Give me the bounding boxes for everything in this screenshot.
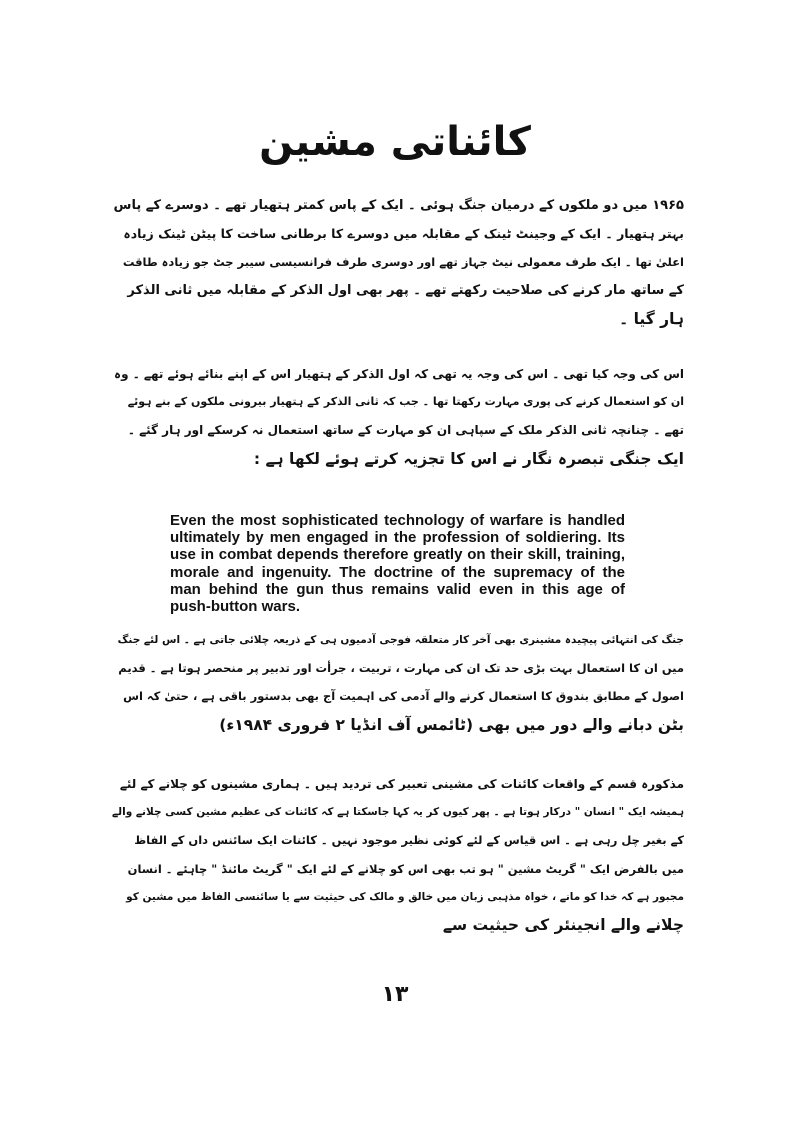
paragraph-line: ہمیشہ ایک " انسان " درکار ہوتا ہے ۔ پھر کیوں کر یہ کہا جاسکتا ہے کہ کائنات کی عظیم مشین کسی چلانے والے — [112, 806, 684, 819]
paragraph-line: اعلیٰ تھا ۔ ایک طرف معمولی نیٹ جہاز تھے اور دوسری طرف فرانسیسی سیبر جٹ جو زیادہ طاقت — [122, 255, 684, 270]
paragraph-line: میں ان کا استعمال بہت بڑی حد تک ان کی مہارت ، تربیت ، جرأت اور تدبیر پر منحصر ہوتا ہے ۔ قدیم — [118, 661, 684, 676]
paragraph-line: بٹن دبانے والے دور میں بھی (ٹائمس آف انڈیا ۲ فروری ۱۹۸۴ء) — [219, 715, 684, 734]
paragraph-line: جنگ کی انتہائی پیچیدہ مشینری بھی آخر کار متعلقہ فوجی آدمیوں ہی کے ذریعہ چلائی جاتی ہے ۔ اس لئے جنگ — [117, 634, 684, 646]
paragraph-line: ان کو استعمال کرنے کی پوری مہارت رکھتا تھا ۔ جب کہ ثانی الذکر کے ہتھیار بیرونی ملکوں کے بنے ہوئے — [127, 395, 684, 409]
paragraph-line: مجبور ہے کہ خدا کو مانے ، خواہ مذہبی زبان میں خالق و مالک کی حیثیت سے یا سائنسی الفاظ میں مشین کو — [126, 890, 684, 903]
paragraph-line: تھے ۔ چنانچہ ثانی الذکر ملک کے سپاہی ان کو مہارت کے ساتھ استعمال نہ کرسکے اور ہار گئے ۔ — [127, 423, 684, 438]
paragraph-line: اس کی وجہ کیا تھی ۔ اس کی وجہ یہ تھی کہ اول الذکر کے ہتھیار اس کے اپنے بنائے ہوئے تھے ۔ وہ — [114, 367, 684, 381]
paragraph-line: ہار گیا ۔ — [619, 309, 684, 328]
page-number: ۱۳ — [381, 982, 409, 1007]
paragraph-line: اصول کے مطابق بندوق کا استعمال کرنے والے آدمی کی اہمیت آج بھی بدستور باقی ہے ، حتیٰ کہ اس — [123, 689, 684, 704]
paragraph-1 — [112, 192, 684, 333]
paragraph-line: مذکورہ قسم کے واقعات کائنات کی مشینی تعبیر کی تردید ہیں ۔ ہماری مشینوں کو چلانے کے لئے — [119, 777, 684, 791]
chapter-title: کائناتی مشین — [259, 119, 531, 165]
paragraph-line: میں بالفرض ایک " گریٹ مشین " ہو تب بھی اس کو چلانے کے لئے ایک " گریٹ مائنڈ " چاہئے ۔ انسان — [127, 861, 684, 876]
paragraph-line: چلانے والے انجینئر کی حیثیت سے — [442, 916, 684, 935]
paragraph-3 — [112, 626, 684, 739]
paragraph-line: ایک جنگی تبصرہ نگار نے اس کا تجزیہ کرتے ہوئے لکھا ہے : — [253, 449, 684, 468]
paragraph-line: ۱۹۶۵ میں دو ملکوں کے درمیان جنگ ہوئی ۔ ایک کے پاس کمتر ہتھیار تھے ۔ دوسرے کے پاس — [113, 198, 684, 213]
english-quote: Even the most sophisticated technology of warfare is handled ultimately by men engaged in the profession of soldiering. Its use in combat depends therefore greatly on their skill, training, morale and ingenuity. The doctrine of the supremacy of the man behind the gun thus remains valid even in this age of push-button wars. — [170, 512, 625, 616]
paragraph-line: کے ساتھ مار کرنے کی صلاحیت رکھتے تھے ۔ پھر بھی اول الذکر کے مقابلہ میں ثانی الذکر — [127, 282, 684, 298]
paragraph-line: بہتر ہتھیار ۔ ایک کے وجینٹ ٹینک کے مقابلہ میں دوسرے کا برطانی ساخت کا پیٹن ٹینک زیادہ — [123, 226, 684, 242]
paragraph-2 — [112, 360, 684, 473]
paragraph-line: کے بغیر چل رہی ہے ۔ اس قیاس کے لئے کوئی نظیر موجود نہیں ۔ کائنات ایک سائنس داں کے الفاظ — [134, 833, 684, 848]
paragraph-4 — [112, 770, 684, 939]
